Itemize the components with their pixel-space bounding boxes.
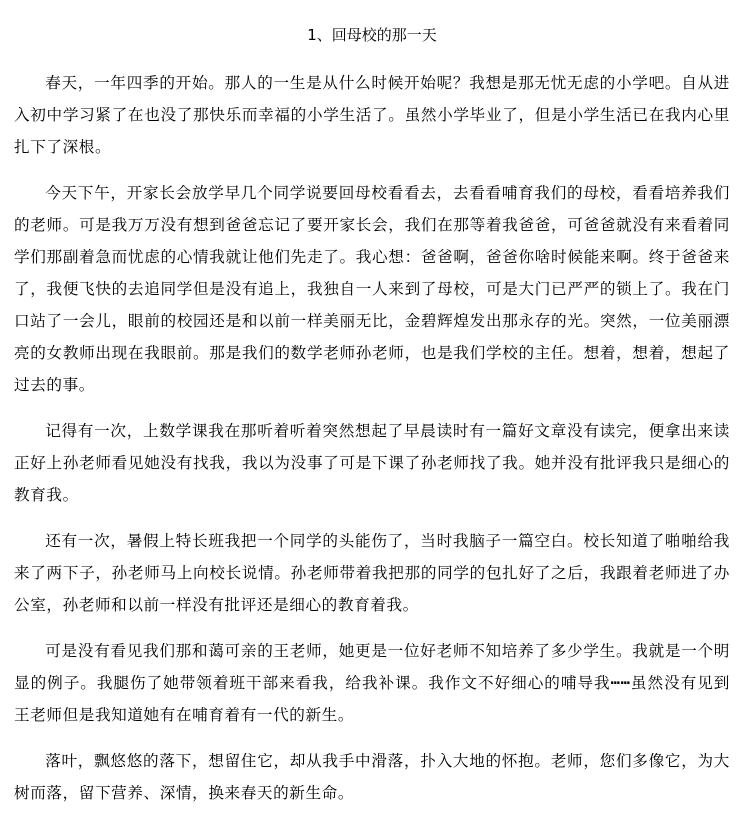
paragraph-spring: 春天，一年四季的开始。那人的一生是从什么时候开始呢？我想是那无忧无虑的小学吧。自从进入初中学习紧了在也没了那快乐而幸福的小学生活了。虽然小学毕业了，但是小学生活已在我内心里扎下了深根。 — [14, 74, 730, 156]
document-title: 1、回母校的那一天 — [307, 26, 437, 44]
paragraph-teacher-wang: 可是没有看见我们那和蔼可亲的王老师，她更是一位好老师不知培养了多少学生。我就是一个明显的例子。我腿伤了她带领着班干部来看我，给我补课。我作文不好细心的哺导我┅┅虽然没有见到王老师但是我知道她有在哺育着有一代的新生。 — [14, 642, 730, 724]
paragraph-falling-leaves: 落叶，飘悠悠的落下，想留住它，却从我手中滑落，扑入大地的怀抱。老师，您们多像它，为大树而落，留下营养、深情，换来春天的新生命。 — [14, 752, 730, 802]
paragraph-summer-class: 还有一次，暑假上特长班我把一个同学的头能伤了，当时我脑子一篇空白。校长知道了啪啪给我来了两下子，孙老师马上向校长说情。孙老师带着我把那的同学的包扎好了之后，我跟着老师进了办公室，孙老师和以前一样没有批评还是细心的教育着我。 — [14, 532, 730, 614]
paragraph-visit-school: 今天下午，开家长会放学早几个同学说要回母校看看去，去看看哺育我们的母校，看看培养我们的老师。可是我万万没有想到爸爸忘记了要开家长会，我们在那等着我爸爸，可爸爸就没有来看着同学们那副着急而忧虑的心情我就让他们先走了。我心想：爸爸啊，爸爸你啥时候能来啊。终于爸爸来了，我便飞快的去追同学但是没有追上，我独自一人来到了母校，可是大门已严严的锁上了。我在门口站了一会儿，眼前的校园还是和以前一样美丽无比，金碧辉煌发出那永存的光。突然，一位美丽漂亮的女教师出现在我眼前。那是我们的数学老师孙老师，也是我们学校的主任。想着，想着，想起了过去的事。 — [14, 184, 730, 394]
paragraph-math-class: 记得有一次，上数学课我在那听着听着突然想起了早晨读时有一篇好文章没有读完，便拿出来读正好上孙老师看见她没有找我，我以为没事了可是下课了孙老师找了我。她并没有批评我只是细心的教育我。 — [14, 422, 730, 504]
